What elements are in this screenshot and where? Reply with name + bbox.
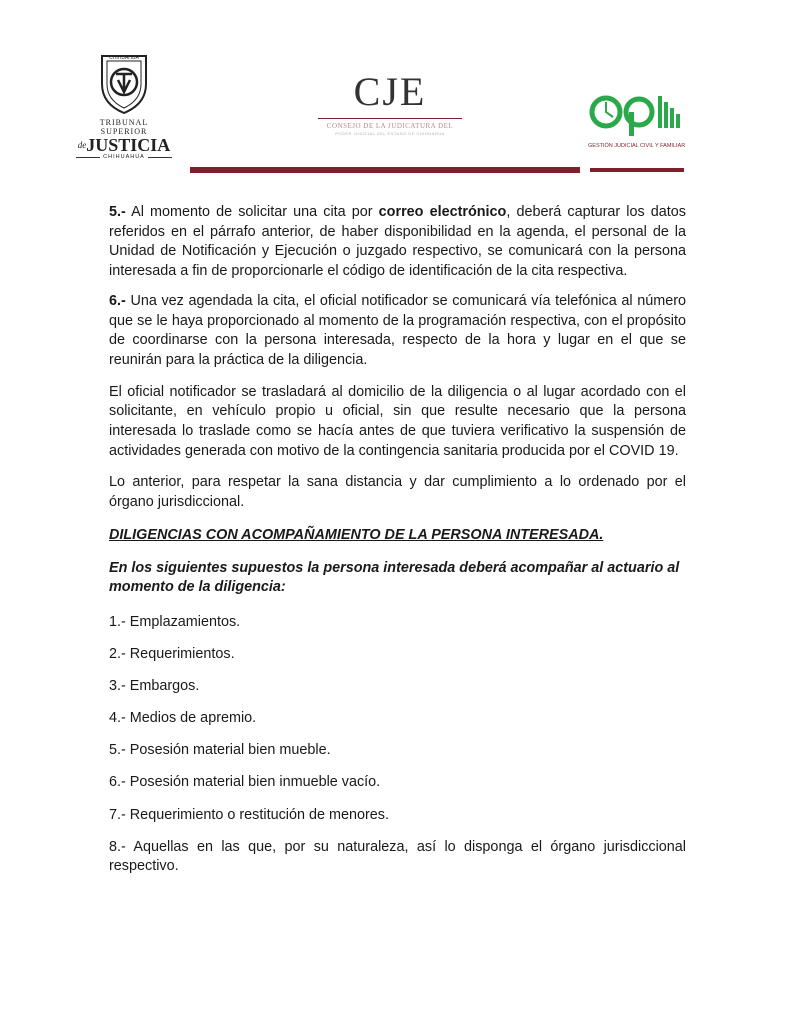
cje-title: CJE [353, 69, 427, 114]
list-item: 7.- Requerimiento o restitución de menores. [109, 806, 389, 823]
tsj-crest-icon [94, 50, 154, 116]
tsj-logo [76, 50, 172, 160]
list-item: 6.- Posesión material bien inmueble vacío. [109, 774, 381, 791]
p5-text-1: Al momento de solicitar una cita por [125, 204, 379, 220]
list-item: 1.- Emplazamientos. [109, 613, 241, 630]
p6-number: 6.- [109, 292, 126, 309]
cje-subtitle: CONSEJO DE LA JUDICATURA DEL [326, 122, 454, 130]
tsj-line2 [76, 136, 172, 154]
list-item: 5.- Posesión material bien mueble. [109, 742, 331, 759]
tsj-line1: TRIBUNAL SUPERIOR [99, 118, 149, 136]
crest-text: CHIHUAHUA [109, 55, 139, 61]
paragraph-8: Lo anterior, para respetar la sana distancia y dar cumplimiento a lo ordenado por el órgano jurisdiccional. [109, 474, 686, 511]
list-item: 4.- Medios de apremio. [109, 710, 257, 727]
tsj-state: CHIHUAHUA [103, 154, 145, 160]
p5-text-2: , deberá capturar los datos referidos en el párrafo anterior, de haber disponibilidad en la agenda, el personal de la Unidad de Notificación y Ejecución o juzgado respectivo, se comunicará con la persona interesada a fin de proporcionarle el código de identificación de la cita respectiva. [109, 204, 687, 280]
cje-logo [318, 70, 462, 136]
cje-subtitle2: PODER JUDICIAL DEL ESTADO DE CHIHUAHUA [335, 131, 445, 136]
paragraph-5 [109, 203, 686, 282]
opj-caption: GESTIÓN JUDICIAL CIVIL Y FAMILIAR [588, 143, 686, 149]
opj-mark-icon [588, 90, 684, 140]
paragraph-7: El oficial notificador se trasladará al domicilio de la diligencia o al lugar acordado con el solicitante, en vehículo propio u oficial, sin que resulte necesario que la persona interesada lo traslade como se hacía antes de que tuviera verificativo la suspensión de actividades generada con motivo de la contingencia sanitaria producida por el COVID 19. [109, 383, 686, 459]
cje-divider [318, 118, 462, 119]
tsj-justicia: JUSTICIA [86, 135, 171, 155]
tsj-prefix: de [77, 140, 87, 150]
header-divider-bar-side [590, 168, 684, 172]
p5-number: 5.- [109, 204, 126, 220]
opj-logo [588, 90, 684, 149]
document-body [109, 203, 686, 889]
paragraph-6 [109, 292, 686, 371]
section-title: DILIGENCIAS CON ACOMPAÑAMIENTO DE LA PERSONA INTERESADA. [109, 526, 604, 543]
list-item: 3.- Embargos. [109, 678, 200, 695]
section-intro: En los siguientes supuestos la persona interesada deberá acompañar al actuario al momento de la diligencia: [109, 559, 680, 596]
header-divider-bar [190, 167, 580, 173]
list-item: 8.- Aquellas en las que, por su naturaleza, así lo disponga el órgano jurisdiccional respectivo. [109, 838, 686, 875]
list-item: 2.- Requerimientos. [109, 646, 235, 663]
p5-bold: correo electrónico [378, 204, 507, 220]
p6-text: Una vez agendada la cita, el oficial notificador se comunicará vía telefónica al número que se le haya proporcionado al momento de la programación respectiva, con el propósito de coordinarse con la persona interesada, respecto de la hora y lugar en el que se reunirán para la práctica de la diligencia. [109, 292, 686, 368]
